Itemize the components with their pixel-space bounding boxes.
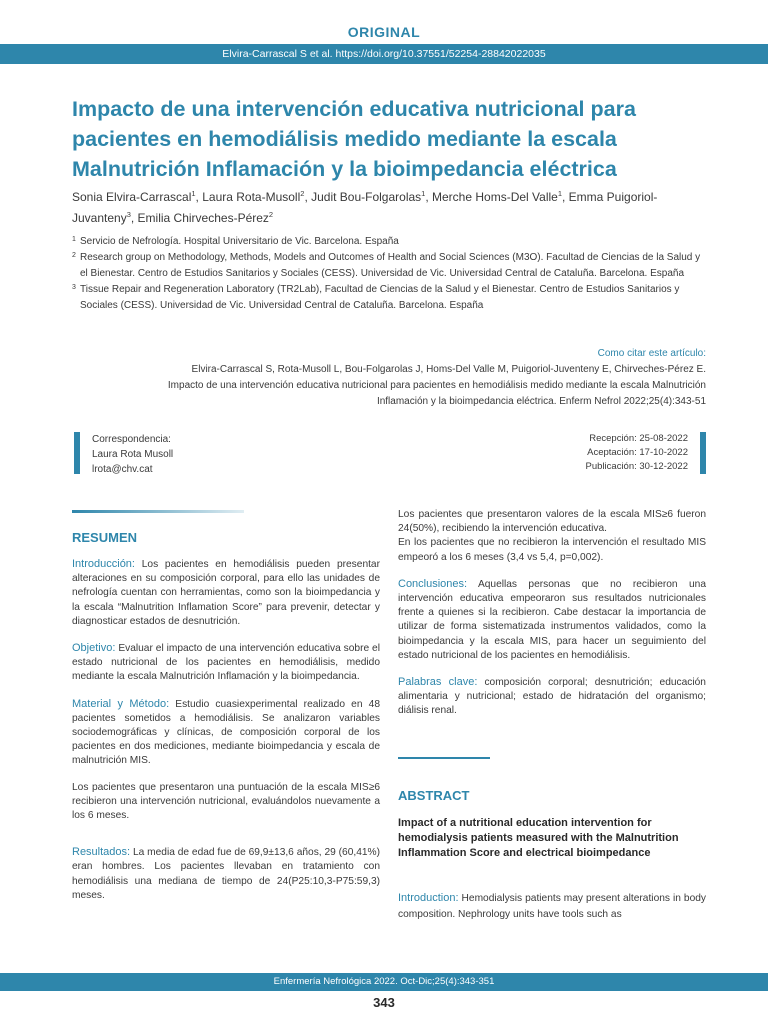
metodo-paragraph-2: Los pacientes que presentaron una puntuación de la escala MIS≥6 recibieron una intervención nutricional, evaluándolos nuevamente a los 6 meses.	[72, 781, 380, 822]
resultados-label: Resultados:	[72, 846, 131, 859]
section-label: ORIGINAL	[347, 24, 421, 40]
citation-line: Elvira-Carrascal S, Rota-Musoll L, Bou-Folgarolas J, Homs-Del Valle M, Puigoriol-Juventeny E, Chirveches-Pérez E.	[191, 364, 706, 375]
footer-journal-bar: Enfermería Nefrológica 2022. Oct-Dic;25(4):343-351	[0, 973, 768, 991]
published-date: Publicación: 30-12-2022	[585, 461, 688, 472]
accepted-date: Aceptación: 17-10-2022	[587, 447, 688, 458]
doi-bar[interactable]: Elvira-Carrascal S et al. https://doi.org/10.37551/52254-28842022035	[0, 44, 768, 64]
citation-line: Impacto de una intervención educativa nutricional para pacientes en hemodiálisis medido mediante la escala Malnutrición	[167, 380, 706, 391]
objetivo-paragraph	[72, 641, 380, 685]
author-name: Judit Bou-Folgarolas	[311, 190, 422, 204]
intro-label: Introducción:	[72, 558, 135, 570]
author-name: Laura Rota-Musoll	[202, 190, 301, 204]
metodo-text: Estudio cuasiexperimental realizado en 48 pacientes sometidos a hemodiálisis. Se analizaron variables sociodemográficas y clínicas, de composición corporal de los pacientes en dos mediciones, mediante bioimpedancia y escala de malnutrición MIS.	[72, 698, 380, 767]
author-name: Emma Puigoriol-Juvanteny	[72, 190, 658, 225]
author-affiliation-number: 2	[300, 189, 305, 198]
resultados-paragraph-3: En los pacientes que no recibieron la intervención el resultado MIS empeoró a los 6 meses (3,4 vs 5,4, p=0,002).	[398, 537, 706, 563]
palabras-clave-paragraph	[398, 675, 706, 719]
affiliation-text: Tissue Repair and Regeneration Laboratory (TR2Lab), Facultad de Ciencias de la Salud y el Bienestar. Centro de Estudios Sanitarios y Sociales (CESS). Universidad de Vic. Universidad Central de Cataluña. Barcelona. España	[80, 284, 680, 311]
metodo-paragraph	[72, 697, 380, 769]
resumen-right-column	[398, 508, 706, 731]
resumen-heading: RESUMEN	[72, 530, 138, 545]
author-affiliation-number: 1	[557, 189, 562, 198]
conclusiones-label: Conclusiones:	[398, 577, 468, 590]
affiliation-text: Research group on Methodology, Methods, Models and Outcomes of Health and Social Sciences (M3O). Facultad de Ciencias de la Salud y el Bienestar. Centro de Estudios Sanitarios y Sociales (CESS). Universidad de Vic. Universidad Central de Cataluña. Barcelona. España	[80, 252, 701, 279]
citation-block	[60, 346, 706, 410]
author-affiliation-number: 3	[126, 210, 131, 219]
author-name: Emilia Chirveches-Pérez	[137, 211, 269, 225]
conclusiones-text: Aquellas personas que no recibieron una intervención educativa empeoraron sus resultados nutricionales frente a quienes si la recibieron. Cabe destacar la importancia de utilizar de forma sistematizada instrumentos validados, como la bioimpedancia y la escala MIS, para hacer un seguimiento del estado nutricional de los pacientes en hemodiálisis.	[398, 578, 706, 661]
palabras-clave-text: composición corporal; desnutrición; educación alimentaria y nutricional; estado de hidratación del organismo; diálisis renal.	[398, 677, 706, 717]
abstract-heading: ABSTRACT	[398, 788, 470, 803]
objetivo-label: Objetivo:	[72, 642, 116, 655]
resumen-left-column	[72, 557, 380, 915]
affiliation-text: Servicio de Nefrología. Hospital Universitario de Vic. Barcelona. España	[80, 236, 399, 247]
dates-block	[586, 432, 706, 474]
author-list: Sonia Elvira-Carrascal$^1$, Laura Rota-Musoll$^2$, Judit Bou-Folgarolas$^1$, Merche Homs-Del Valle$^1$, Emma Puigoriol-Juvanteny$^3$, Emilia Chirveches-Pérez$^2$	[72, 189, 658, 225]
correspondence-block	[74, 432, 173, 474]
palabras-clave-label: Palabras clave:	[398, 676, 478, 689]
received-date: Recepción: 25-08-2022	[589, 433, 688, 444]
affiliation-number: 3	[72, 284, 76, 291]
author-affiliation-number: 1	[191, 189, 196, 198]
intro-paragraph	[72, 557, 380, 629]
abstract-intro-paragraph	[398, 891, 706, 922]
author-affiliation-number: 1	[421, 189, 426, 198]
abstract-divider	[398, 757, 490, 759]
author-name: Merche Homs-Del Valle	[432, 190, 558, 204]
conclusiones-paragraph	[398, 577, 706, 663]
page-number: 343	[373, 995, 395, 1010]
resultados-paragraph-2: Los pacientes que presentaron valores de la escala MIS≥6 fueron 24(50%), recibiendo la intervención educativa.	[398, 509, 706, 535]
article-title: Impacto de una intervención educativa nutricional para pacientes en hemodiálisis medido mediante la escala Malnutrición Inflamación y la bioimpedancia eléctrica	[72, 97, 636, 181]
affiliation-number: 2	[72, 252, 76, 259]
author-affiliation-number: 2	[268, 210, 274, 219]
correspondence-label: Correspondencia:	[92, 434, 171, 445]
affiliation-item	[72, 234, 708, 250]
abstract-title: Impact of a nutritional education intervention for hemodialysis patients measured with the Malnutrition Inflammation Score and electrical bioimpedance	[398, 817, 679, 859]
objetivo-text: Evaluar el impacto de una intervención educativa sobre el estado nutricional de los pacientes en hemodiálisis, medido mediante la escala Malnutrición Inflamación y la bioimpedancia.	[72, 643, 380, 683]
affiliation-list	[72, 234, 708, 314]
affiliation-number: 1	[72, 236, 76, 243]
citation-label: Como citar este artículo:	[597, 348, 706, 359]
affiliation-item	[72, 250, 708, 282]
correspondence-email[interactable]: lrota@chv.cat	[92, 464, 153, 475]
citation-line: Inflamación y la bioimpedancia eléctrica. Enferm Nefrol 2022;25(4):343-51	[376, 396, 706, 407]
resumen-divider	[72, 510, 244, 513]
metodo-label: Material y Método:	[72, 697, 170, 710]
resultados-paragraph	[72, 845, 380, 903]
correspondence-name: Laura Rota Musoll	[92, 449, 174, 460]
abstract-intro-label: Introduction:	[398, 892, 459, 904]
affiliation-item	[72, 282, 708, 314]
resultados-text: La media de edad fue de 69,9±13,6 años, 29 (60,41%) eran hombres. Los pacientes llevaban en tratamiento con hemodiálisis una mediana de tiempo de 24(P25:10,3-P75:59,3) meses.	[72, 847, 380, 901]
abstract-intro-text: Hemodialysis patients may present alterations in body composition. Nephrology units have tools such as	[398, 893, 706, 920]
intro-text: Los pacientes en hemodiálisis pueden presentar alteraciones en su composición corporal, para ello las unidades de nefrología cuentan con herramientas, como son la bioimpedancia y la escala “Malnutrition Inflamation Score” para prevenir, detectar y diagnosticar estados de desnutrición.	[72, 559, 380, 627]
author-name: Sonia Elvira-Carrascal	[72, 190, 192, 204]
